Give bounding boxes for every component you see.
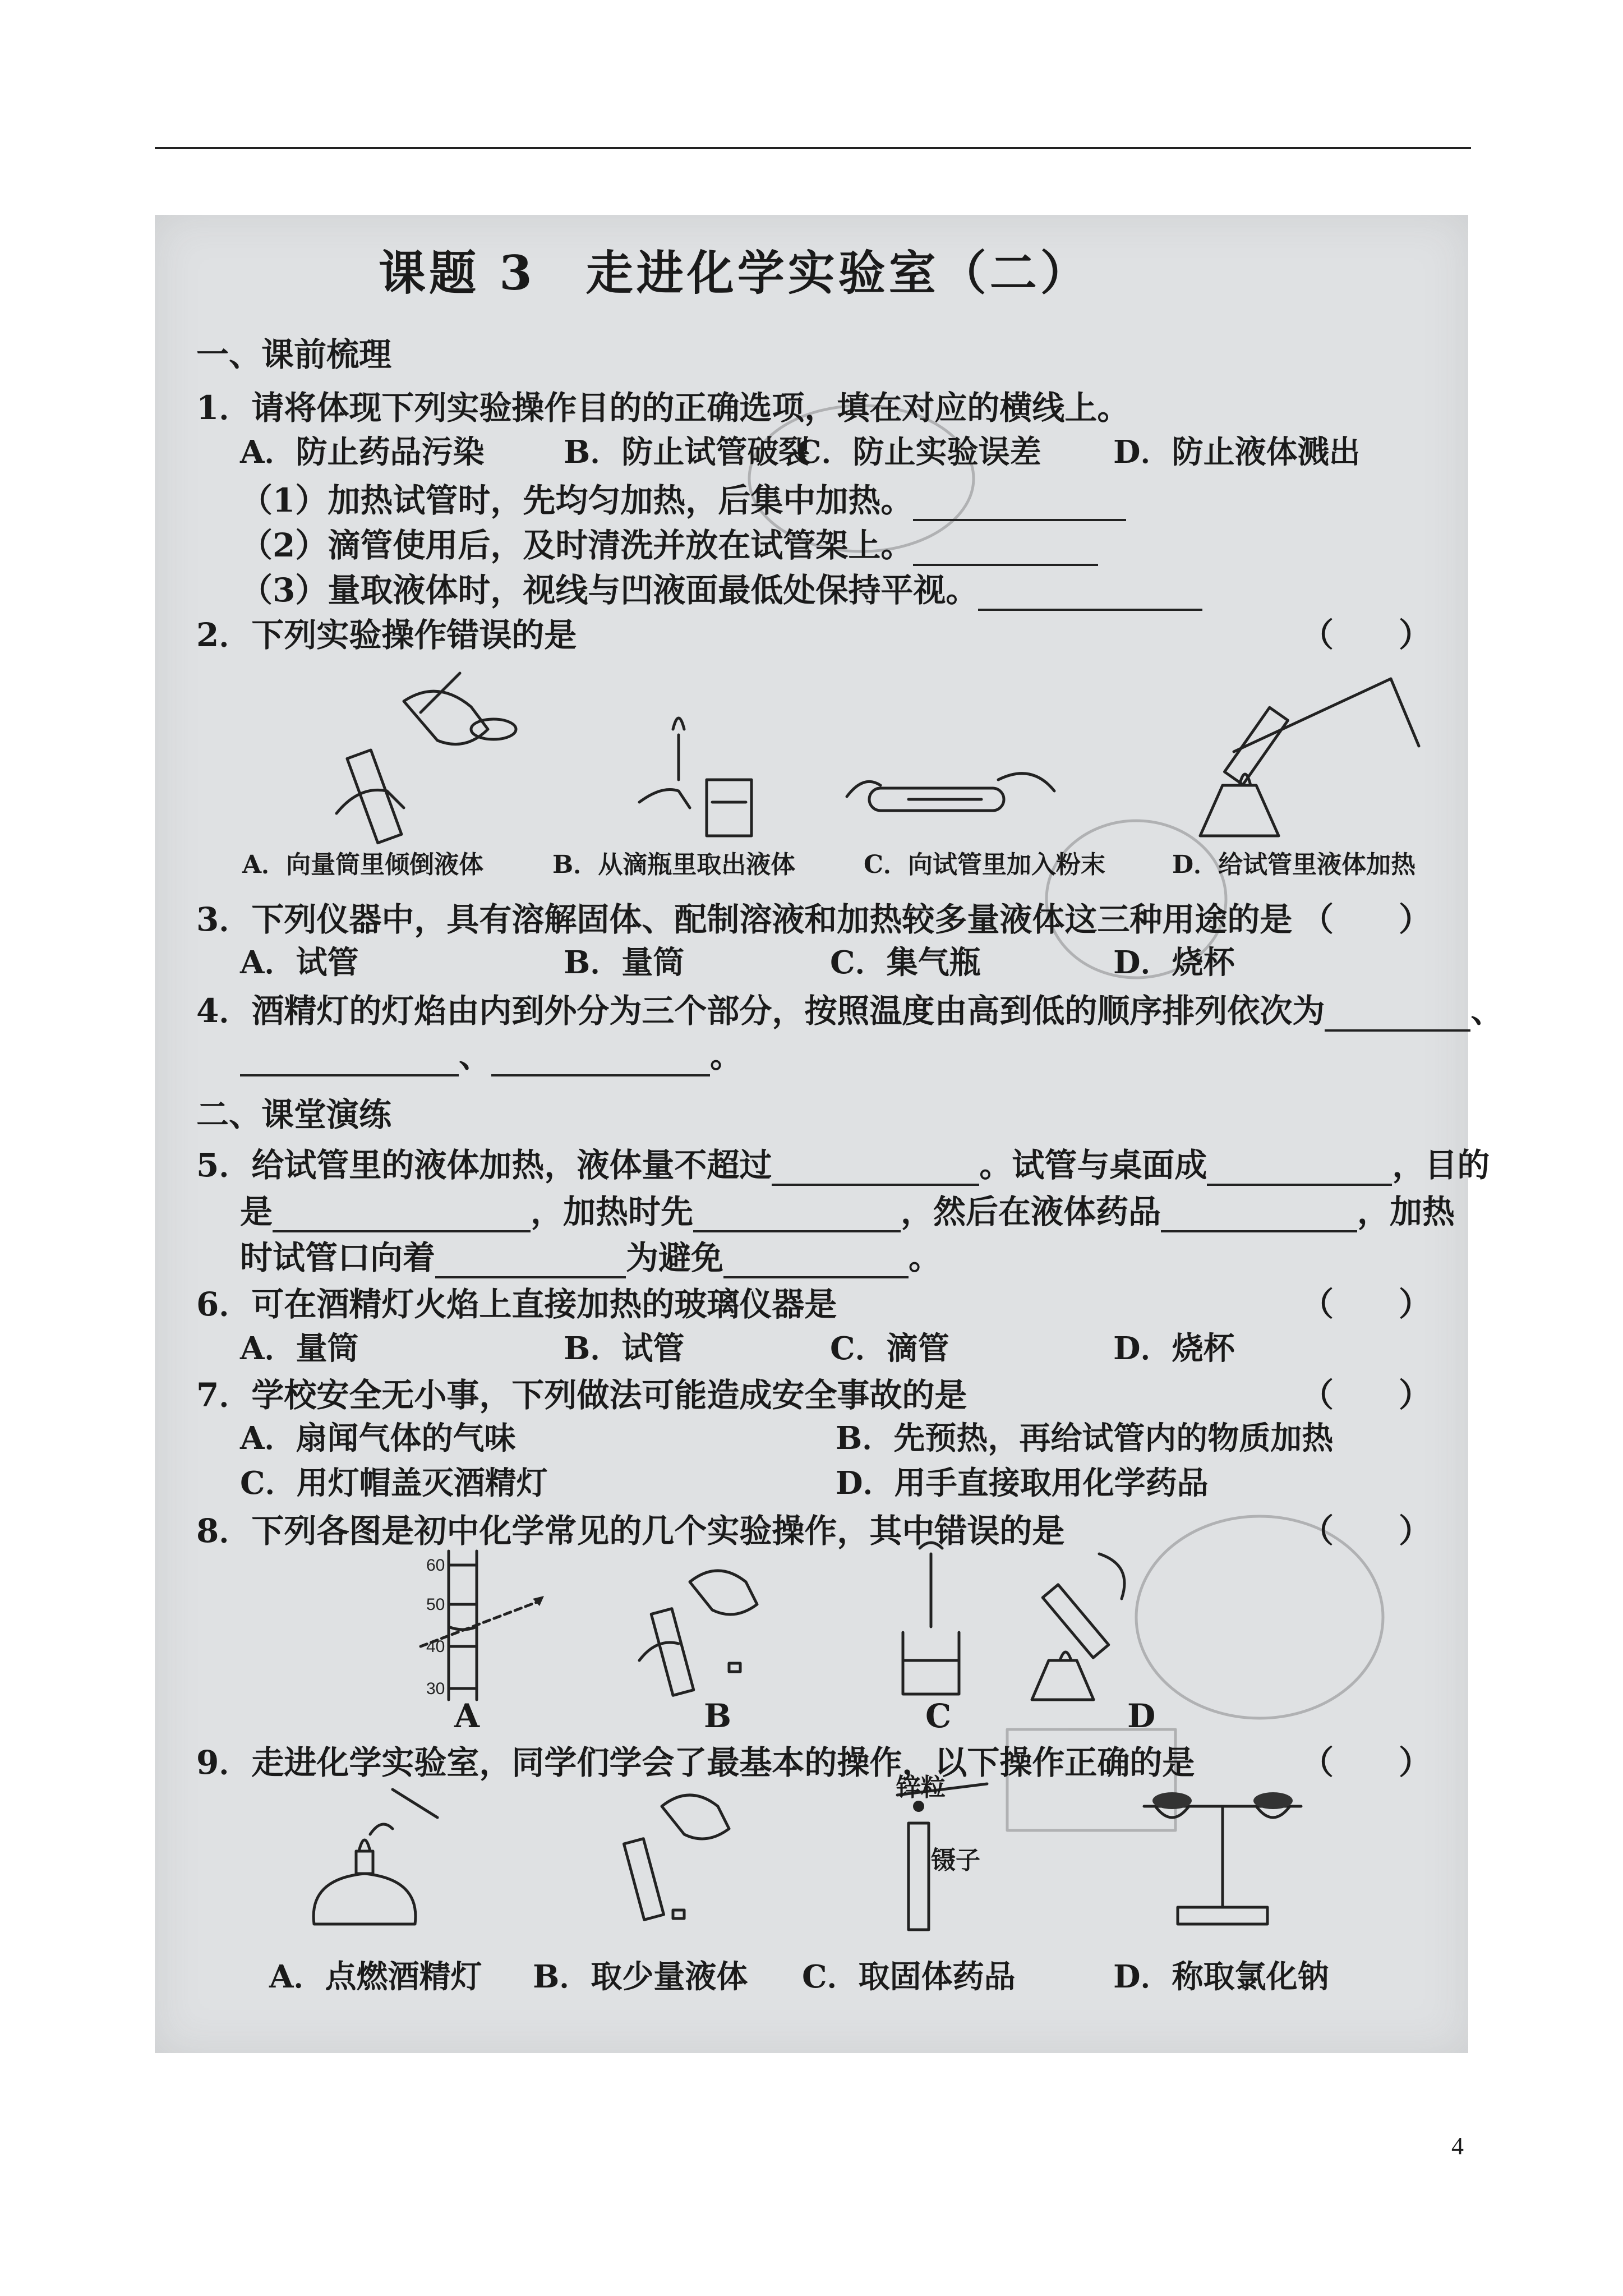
q1-item-3-text: （3）量取液体时，视线与凹液面最低处保持平视。	[240, 571, 979, 609]
q7-stem: 7．学校安全无小事，下列做法可能造成安全事故的是	[196, 1376, 967, 1414]
q8-answer-paren[interactable]: （ ）	[1301, 1512, 1432, 1550]
answer-blank[interactable]	[1325, 1000, 1470, 1032]
q7-option-d: D．用手直接取用化学药品	[836, 1465, 1209, 1502]
q4-stem: 4．酒精灯的灯焰由内到外分为三个部分，按照温度由高到低的顺序排列依次为	[196, 992, 1325, 1030]
answer-blank[interactable]	[435, 1247, 626, 1278]
figure-heat-tube-d	[1032, 1554, 1124, 1700]
q4-separator: 、	[459, 1037, 492, 1075]
answer-blank[interactable]	[978, 579, 1202, 611]
q1-item-2	[240, 519, 1098, 566]
answer-blank[interactable]	[913, 490, 1126, 521]
q3-option-d: D．烧杯	[1113, 944, 1235, 981]
figure-heat-tube	[1200, 679, 1419, 836]
answer-blank[interactable]	[1161, 1201, 1357, 1232]
q1-stem: 1．请将体现下列实验操作目的的正确选项，填在对应的横线上。	[196, 389, 1130, 427]
tick-label: 30	[426, 1680, 445, 1698]
q7-answer-paren[interactable]: （ ）	[1301, 1376, 1432, 1414]
q4-end: 。	[710, 1037, 743, 1075]
tick-label: 60	[426, 1556, 445, 1575]
q2-answer-paren[interactable]: （ ）	[1301, 616, 1432, 654]
q5-text: 为避免	[626, 1239, 724, 1277]
q9-caption-c: C．取固体药品	[802, 1958, 1016, 1995]
q4-line-1	[196, 984, 1503, 1032]
q3-option-b: B．量筒	[564, 944, 685, 981]
q3-answer-paren[interactable]: （ ）	[1301, 900, 1432, 938]
q9-answer-paren[interactable]: （ ）	[1301, 1743, 1432, 1782]
q9-caption-b: B．取少量液体	[533, 1958, 748, 1995]
q2-caption-a: A．向量筒里倾倒液体	[242, 850, 484, 879]
q8-label-b: B	[704, 1697, 732, 1735]
q1-item-3	[240, 564, 1202, 611]
q5-text: ，加热时先	[531, 1193, 694, 1231]
q6-option-d: D．烧杯	[1113, 1330, 1235, 1367]
q2-figures	[236, 668, 1441, 853]
q6-option-c: C．滴管	[830, 1330, 949, 1367]
q9-label-tweezers: 镊子	[931, 1846, 980, 1875]
answer-blank[interactable]	[913, 535, 1098, 566]
q5-line-2	[240, 1185, 1455, 1232]
q1-option-b: B．防止试管破裂	[564, 434, 810, 471]
q5-text: 是	[240, 1193, 273, 1231]
q3-option-a: A．试管	[240, 944, 359, 981]
page-number: 4	[1451, 2132, 1464, 2160]
q3-stem: 3．下列仪器中，具有溶解固体、配制溶液和加热较多量液体这三种用途的是	[196, 900, 1293, 938]
q6-option-b: B．试管	[564, 1330, 685, 1367]
figure-pour-tube	[639, 1571, 757, 1695]
q8-label-a: A	[454, 1697, 480, 1735]
q2-caption-c: C．向试管里加入粉末	[864, 850, 1106, 879]
q5-line-1	[196, 1139, 1490, 1186]
q7-option-a: A．扇闻气体的气味	[240, 1420, 516, 1457]
q5-text: 5．给试管里的液体加热，液体量不超过	[196, 1146, 772, 1184]
answer-blank[interactable]	[273, 1201, 531, 1232]
figure-dropper-beaker	[903, 1543, 959, 1694]
q8-stem: 8．下列各图是初中化学常见的几个实验操作，其中错误的是	[196, 1512, 1065, 1550]
q5-line-3	[240, 1231, 941, 1278]
section-heading-1: 一、课前梳理	[196, 335, 392, 374]
q7-option-c: C．用灯帽盖灭酒精灯	[240, 1465, 548, 1502]
q9-caption-d: D．称取氯化钠	[1113, 1958, 1329, 1995]
q1-option-c: C．防止实验误差	[796, 434, 1041, 471]
q5-text: 。试管与桌面成	[979, 1146, 1207, 1184]
q8-label-c: C	[925, 1697, 952, 1735]
q6-stem: 6．可在酒精灯火焰上直接加热的玻璃仪器是	[196, 1285, 837, 1323]
answer-blank[interactable]	[693, 1201, 901, 1232]
q1-option-a: A．防止药品污染	[240, 434, 485, 471]
q4-line-2	[240, 1029, 743, 1076]
q5-text: 。	[909, 1239, 942, 1277]
figure-alcohol-lamp	[313, 1789, 437, 1924]
q1-item-1-text: （1）加热试管时，先均匀加热，后集中加热。	[240, 481, 914, 519]
figure-balance	[1144, 1792, 1301, 1924]
answer-blank[interactable]	[723, 1247, 909, 1278]
figure-pour-cylinder	[336, 673, 516, 843]
q4-separator: 、	[1470, 992, 1504, 1030]
answer-blank[interactable]	[491, 1045, 710, 1076]
cylinder-tick-labels	[426, 1548, 572, 1705]
figure-powder-trough	[847, 774, 1054, 811]
q2-stem: 2．下列实验操作错误的是	[196, 616, 577, 654]
tick-label: 40	[426, 1637, 445, 1656]
q2-caption-b: B．从滴瓶里取出液体	[552, 850, 796, 879]
q9-caption-a: A．点燃酒精灯	[269, 1958, 482, 1995]
q5-text: ，加热	[1357, 1193, 1455, 1231]
q2-caption-d: D．给试管里液体加热	[1172, 850, 1416, 879]
figure-take-liquid	[624, 1795, 729, 1920]
tick-label: 50	[426, 1595, 445, 1614]
q6-answer-paren[interactable]: （ ）	[1301, 1285, 1432, 1323]
q8-label-d: D	[1127, 1697, 1156, 1735]
q1-option-d: D．防止液体溅出	[1113, 434, 1361, 471]
q5-text: 时试管口向着	[240, 1239, 436, 1277]
page-title: 课题 3 走进化学实验室（二）	[379, 245, 1091, 301]
q9-stem: 9．走进化学实验室，同学们学会了最基本的操作，以下操作正确的是	[196, 1743, 1195, 1782]
figure-dropper-bottle	[639, 718, 751, 836]
q1-item-1	[240, 474, 1126, 521]
q9-figures	[303, 1773, 1368, 1941]
header-rule	[155, 147, 1471, 149]
q5-text: ，目的	[1392, 1146, 1490, 1184]
answer-blank[interactable]	[772, 1154, 979, 1186]
section-heading-2: 二、课堂演练	[196, 1096, 392, 1134]
q1-item-2-text: （2）滴管使用后，及时清洗并放在试管架上。	[240, 526, 914, 564]
answer-blank[interactable]	[240, 1045, 459, 1076]
answer-blank[interactable]	[1207, 1154, 1392, 1186]
q7-option-b: B．先预热，再给试管内的物质加热	[836, 1420, 1334, 1457]
q6-option-a: A．量筒	[240, 1330, 359, 1367]
q9-label-zinc: 锌粒	[896, 1773, 946, 1802]
q5-text: ，然后在液体药品	[901, 1193, 1161, 1231]
q3-option-c: C．集气瓶	[830, 944, 981, 981]
